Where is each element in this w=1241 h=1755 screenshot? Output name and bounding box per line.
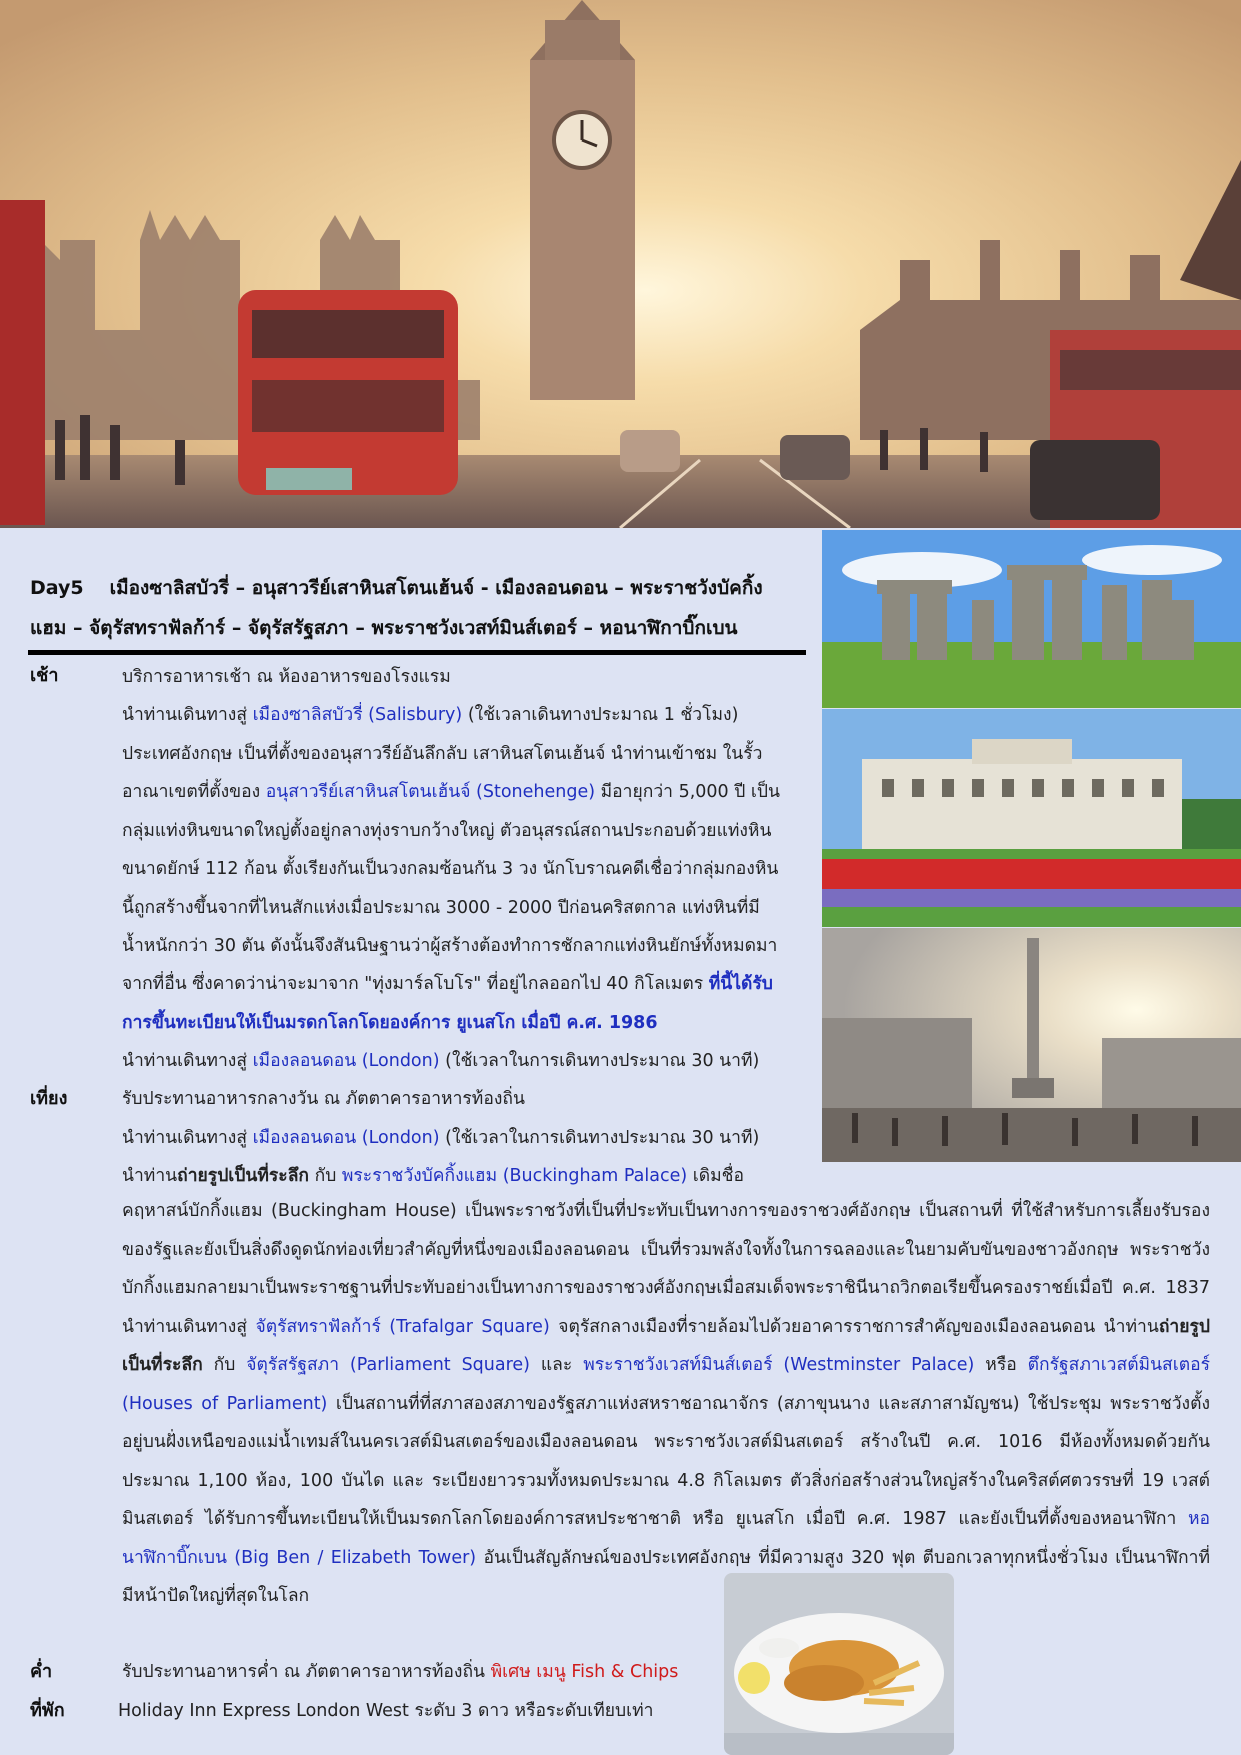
breakfast-label: เช้า bbox=[30, 665, 59, 686]
dinner-label: ค่ำ bbox=[30, 1661, 53, 1682]
fish-and-chips-highlight: พิเศษ เมนู Fish & Chips bbox=[490, 1662, 679, 1682]
buckingham-line bbox=[122, 1161, 744, 1189]
day-number: Day5 bbox=[30, 577, 84, 599]
stonehenge-link: อนุสาวรีย์เสาหินสโตนเฮ้นจ์ (Stonehenge) bbox=[265, 782, 596, 802]
lunch-label: เที่ยง bbox=[30, 1088, 68, 1109]
body-line: ประเทศอังกฤษ เป็นที่ตั้งของอนุสาวรีย์อันลึกลับ เสาหินสโตนเฮ้นจ์ นำท่านเข้าชม ในรั้ว bbox=[122, 744, 763, 764]
text: เป็นสถานที่ที่สภาสองสภาของรัฐสภาแห่งสหราชอาณาจักร (สภาขุนนาง และสภาสามัญชน) ใช้ประชุม พระราชวังตั้งอยู่บนฝั่งเหนือของแม่น้ำเทมส์ในนครเวสต์มินสเตอร์ของเมืองลอนดอน พระราชวังเวสต์มินสเตอร์ สร้างในปี ค.ศ. 1016 มีห้องทั้งหมดด้วยกันประมาณ 1,100 ห้อง, 100 บันได และ ระเบียงยาวรวมทั้งหมดประมาณ 4.8 กิโลเมตร ตัวสิ่งก่อสร้างส่วนใหญ่สร้างในคริสต์ศตวรรษที่ 19 เวสต์มินสเตอร์ ได้รับการขึ้นทะเบียนให้เป็นมรดกโลกโดยองค์การสหประชาชาติ หรือ ยูเนสโก เมื่อปี ค.ศ. 1987 และยังเป็นที่ตั้งของหอนาฬิกา bbox=[122, 1393, 1211, 1529]
title-line2: แฮม – จัตุรัสทราฟัลก้าร์ – จัตุรัสรัฐสภา – พระราชวังเวสท์มินส์เตอร์ – หอนาฬิกาบิ๊กเบน bbox=[30, 617, 738, 639]
photo-highlight: ถ่ายรูปเป็นที่ระลึก bbox=[177, 1166, 310, 1186]
london-link: เมืองลอนดอน (London) bbox=[252, 1051, 440, 1071]
body-line bbox=[122, 969, 773, 997]
buckingham-palace-photo bbox=[822, 709, 1241, 927]
houses-of-parliament-link: ตึกรัฐสภาเวสต์มินสเตอร์ (Houses of Parliament) bbox=[122, 1355, 1210, 1414]
trafalgar-square-photo bbox=[822, 928, 1241, 1162]
text: (ใช้เวลาในการเดินทางประมาณ 30 นาที) bbox=[439, 1128, 760, 1148]
title-line1: เมืองซาลิสบัวรี่ – อนุสาวรีย์เสาหินสโตนเฮ้นจ์ - เมืองลอนดอน – พระราชวังบัคกิ้ง bbox=[109, 577, 763, 599]
london-line bbox=[122, 1123, 759, 1151]
text: อาณาเขตที่ตั้งของ bbox=[122, 782, 266, 802]
unesco-highlight: ที่นี้ได้รับ bbox=[708, 974, 773, 994]
text: หรือ bbox=[974, 1355, 1028, 1375]
trafalgar-link: จัตุรัสทราฟัลก้าร์ (Trafalgar Square) bbox=[255, 1316, 550, 1337]
text: กับ bbox=[202, 1355, 247, 1375]
day-title bbox=[30, 568, 810, 648]
text: และ bbox=[530, 1355, 584, 1375]
lunch-text: รับประทานอาหารกลางวัน ณ ภัตตาคารอาหารท้องถิ่น bbox=[122, 1089, 525, 1109]
hotel-label: ที่พัก bbox=[30, 1700, 65, 1721]
stonehenge-line bbox=[122, 777, 780, 805]
salisbury-link: เมืองซาลิสบัวรี่ (Salisbury) bbox=[252, 705, 463, 725]
buckingham-link: พระราชวังบัคกิ้งแฮม (Buckingham Palace) bbox=[341, 1166, 688, 1186]
text: กับ bbox=[309, 1166, 342, 1186]
text: จตุรัสกลางเมืองที่รายล้อมไปด้วยอาคารราชการสำคัญของเมืองลอนดอน นำท่าน bbox=[549, 1316, 1159, 1337]
breakfast-text: บริการอาหารเช้า ณ ห้องอาหารของโรงแรม bbox=[122, 667, 451, 687]
text: มีอายุกว่า 5,000 ปี เป็น bbox=[595, 782, 780, 802]
parliament-square-link: จัตุรัสรัฐสภา (Parliament Square) bbox=[246, 1355, 530, 1375]
text: นำท่าน bbox=[122, 1166, 178, 1186]
dinner-line bbox=[122, 1657, 678, 1685]
title-divider bbox=[28, 650, 806, 655]
photo-highlight: ถ่ายรูปเป็นที่ระลึก bbox=[122, 1316, 1210, 1375]
text: คฤหาสน์บักกิ้งแฮม (Buckingham House) เป็นพระราชวังที่เป็นที่ประทับเป็นทางการของราชวงศ์อังกฤษ เป็นสถานที่ ที่ใช้สำหรับการเลี้ยงรับรองของรัฐและยังเป็นสิ่งดึงดูดนักท่องเที่ยวสำคัญที่หนึ่งของเมืองลอนดอน เป็นที่รวมพลังใจทั้งในการฉลองและในยามคับขันของชาวอังกฤษ พระราชวังบักกิ้งแฮมกลายมาเป็นพระราชฐานที่ประทับอย่างเป็นทางการของราชวงศ์อังกฤษเมื่อสมเด็จพระราชินีนาถวิกตอเรียขึ้นครองราชย์เมื่อปี ค.ศ. 1837 นำท่านเดินทางสู่ bbox=[122, 1201, 1210, 1337]
body-line: น้ำหนักกว่า 30 ตัน ดังนั้นจึงสันนิษฐานว่าผู้สร้างต้องทำการชักลากแท่งหินยักษ์ทั้งหมดมา bbox=[122, 936, 778, 956]
hotel-text: Holiday Inn Express London West ระดับ 3 ดาว หรือระดับเทียบเท่า bbox=[118, 1701, 654, 1721]
london-line bbox=[122, 1046, 759, 1074]
unesco-highlight: การขึ้นทะเบียนให้เป็นมรดกโลกโดยองค์การ ยูเนสโก เมื่อปี ค.ศ. 1986 bbox=[122, 1013, 658, 1033]
body-line: นี้ถูกสร้างขึ้นจากที่ไหนสักแห่งเมื่อประมาณ 3000 - 2000 ปีก่อนคริสตกาล แท่งหินที่มี bbox=[122, 898, 760, 918]
text: นำท่านเดินทางสู่ bbox=[122, 705, 253, 725]
hero-photo-big-ben bbox=[0, 0, 1241, 528]
text: รับประทานอาหารค่ำ ณ ภัตตาคารอาหารท้องถิ่น bbox=[122, 1662, 491, 1682]
text: อันเป็นสัญลักษณ์ของประเทศอังกฤษ ที่มีความสูง 320 ฟุต ตีบอกเวลาทุกหนึ่งชั่วโมง เป็นนาฬิกาที่มีหน้าปัดใหญ่ที่สุดในโลก bbox=[122, 1547, 1211, 1606]
body-line: ขนาดยักษ์ 112 ก้อน ตั้งเรียงกันเป็นวงกลมซ้อนกัน 3 วง นักโบราณคดีเชื่อว่ากลุ่มกองหิน bbox=[122, 859, 779, 879]
text: เดิมชื่อ bbox=[687, 1166, 745, 1186]
westminster-link: พระราชวังเวสท์มินส์เตอร์ (Westminster Palace) bbox=[583, 1355, 975, 1375]
stonehenge-photo bbox=[822, 530, 1241, 708]
text: จากที่อื่น ซึ่งคาดว่าน่าจะมาจาก "ทุ่งมาร์ลโบโร" ที่อยู่ไกลออกไป 40 กิโลเมตร bbox=[122, 974, 709, 994]
text: นำท่านเดินทางสู่ bbox=[122, 1128, 253, 1148]
london-link: เมืองลอนดอน (London) bbox=[252, 1128, 440, 1148]
salisbury-line bbox=[122, 700, 738, 728]
body-line: กลุ่มแท่งหินขนาดใหญ่ตั้งอยู่กลางทุ่งราบกว้างใหญ่ ตัวอนุสรณ์สถานประกอบด้วยแท่งหิน bbox=[122, 821, 772, 841]
text: (ใช้เวลาเดินทางประมาณ 1 ชั่วโมง) bbox=[462, 705, 739, 725]
big-ben-link: หอนาฬิกาบิ๊กเบน (Big Ben / Elizabeth Tower) bbox=[122, 1509, 1210, 1568]
text: นำท่านเดินทางสู่ bbox=[122, 1051, 253, 1071]
text: (ใช้เวลาในการเดินทางประมาณ 30 นาที) bbox=[439, 1051, 760, 1071]
main-paragraph bbox=[122, 1192, 1210, 1616]
